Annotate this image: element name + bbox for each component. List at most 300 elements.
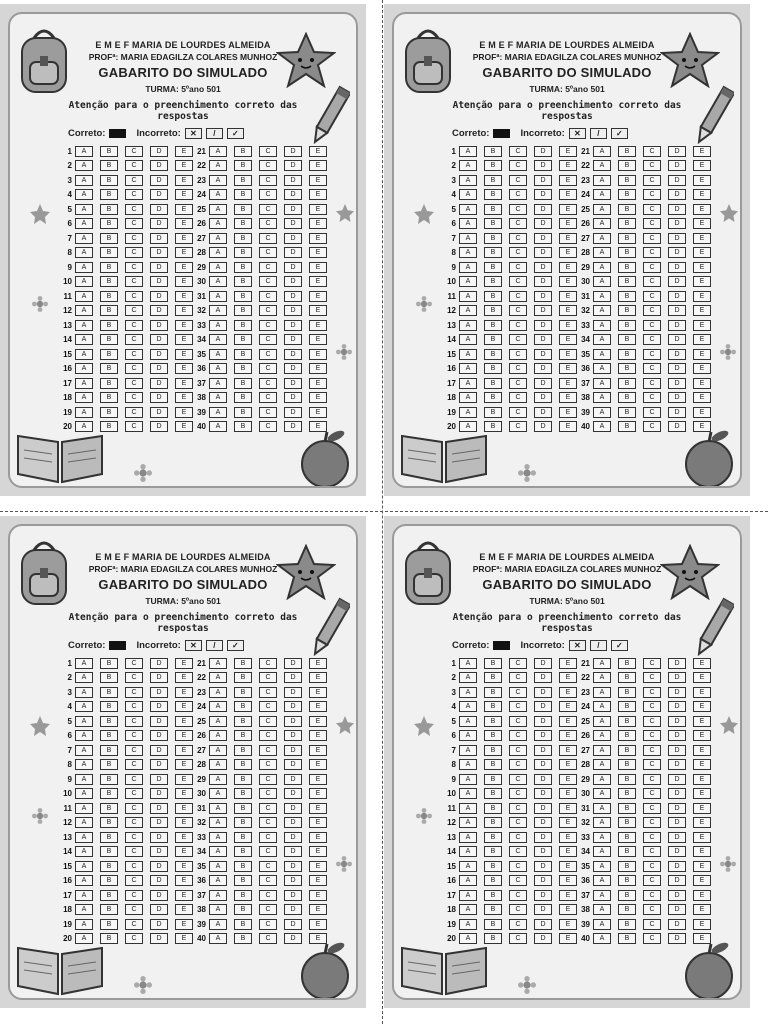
answer-bubble[interactable]: A bbox=[75, 861, 93, 872]
answer-bubble[interactable]: B bbox=[100, 846, 118, 857]
answer-bubble[interactable]: E bbox=[175, 349, 193, 360]
answer-bubble[interactable]: B bbox=[234, 759, 252, 770]
answer-bubble[interactable]: D bbox=[150, 160, 168, 171]
answer-bubble[interactable]: E bbox=[559, 189, 577, 200]
answer-bubble[interactable]: D bbox=[668, 933, 686, 944]
answer-bubble[interactable]: D bbox=[284, 803, 302, 814]
answer-bubble[interactable]: D bbox=[668, 788, 686, 799]
answer-bubble[interactable]: D bbox=[284, 788, 302, 799]
answer-bubble[interactable]: D bbox=[534, 291, 552, 302]
answer-bubble[interactable]: B bbox=[100, 817, 118, 828]
answer-bubble[interactable]: B bbox=[618, 189, 636, 200]
answer-bubble[interactable]: D bbox=[534, 687, 552, 698]
answer-bubble[interactable]: C bbox=[125, 407, 143, 418]
answer-bubble[interactable]: E bbox=[559, 716, 577, 727]
answer-bubble[interactable]: A bbox=[75, 716, 93, 727]
answer-bubble[interactable]: A bbox=[75, 890, 93, 901]
answer-bubble[interactable]: A bbox=[593, 363, 611, 374]
answer-bubble[interactable]: E bbox=[559, 421, 577, 432]
answer-bubble[interactable]: C bbox=[509, 933, 527, 944]
answer-bubble[interactable]: E bbox=[309, 832, 327, 843]
answer-bubble[interactable]: B bbox=[100, 832, 118, 843]
answer-bubble[interactable]: E bbox=[559, 861, 577, 872]
answer-bubble[interactable]: A bbox=[593, 788, 611, 799]
answer-bubble[interactable]: A bbox=[75, 687, 93, 698]
answer-bubble[interactable]: A bbox=[209, 745, 227, 756]
answer-bubble[interactable]: C bbox=[125, 788, 143, 799]
answer-bubble[interactable]: E bbox=[175, 832, 193, 843]
answer-bubble[interactable]: D bbox=[534, 421, 552, 432]
answer-bubble[interactable]: E bbox=[693, 320, 711, 331]
answer-bubble[interactable]: C bbox=[125, 378, 143, 389]
answer-bubble[interactable]: C bbox=[509, 407, 527, 418]
answer-bubble[interactable]: E bbox=[559, 803, 577, 814]
answer-bubble[interactable]: C bbox=[509, 146, 527, 157]
answer-bubble[interactable]: E bbox=[309, 334, 327, 345]
answer-bubble[interactable]: C bbox=[509, 803, 527, 814]
answer-bubble[interactable]: C bbox=[509, 875, 527, 886]
answer-bubble[interactable]: D bbox=[284, 421, 302, 432]
answer-bubble[interactable]: C bbox=[643, 919, 661, 930]
answer-bubble[interactable]: D bbox=[150, 175, 168, 186]
answer-bubble[interactable]: B bbox=[100, 204, 118, 215]
answer-bubble[interactable]: C bbox=[643, 788, 661, 799]
answer-bubble[interactable]: A bbox=[75, 247, 93, 258]
answer-bubble[interactable]: D bbox=[668, 745, 686, 756]
answer-bubble[interactable]: D bbox=[284, 658, 302, 669]
answer-bubble[interactable]: C bbox=[643, 349, 661, 360]
answer-bubble[interactable]: E bbox=[559, 658, 577, 669]
answer-bubble[interactable]: E bbox=[309, 146, 327, 157]
answer-bubble[interactable]: B bbox=[234, 933, 252, 944]
answer-bubble[interactable]: E bbox=[175, 846, 193, 857]
answer-bubble[interactable]: D bbox=[284, 233, 302, 244]
answer-bubble[interactable]: A bbox=[209, 233, 227, 244]
answer-bubble[interactable]: E bbox=[559, 363, 577, 374]
answer-bubble[interactable]: B bbox=[100, 759, 118, 770]
answer-bubble[interactable]: E bbox=[175, 262, 193, 273]
answer-bubble[interactable]: C bbox=[509, 276, 527, 287]
answer-bubble[interactable]: B bbox=[484, 730, 502, 741]
answer-bubble[interactable]: C bbox=[509, 716, 527, 727]
answer-bubble[interactable]: D bbox=[534, 861, 552, 872]
answer-bubble[interactable]: C bbox=[259, 803, 277, 814]
answer-bubble[interactable]: B bbox=[484, 160, 502, 171]
answer-bubble[interactable]: B bbox=[100, 378, 118, 389]
answer-bubble[interactable]: B bbox=[484, 421, 502, 432]
answer-bubble[interactable]: B bbox=[234, 320, 252, 331]
answer-bubble[interactable]: E bbox=[693, 262, 711, 273]
answer-bubble[interactable]: D bbox=[150, 832, 168, 843]
answer-bubble[interactable]: B bbox=[618, 933, 636, 944]
answer-bubble[interactable]: D bbox=[150, 421, 168, 432]
answer-bubble[interactable]: A bbox=[593, 392, 611, 403]
answer-bubble[interactable]: B bbox=[234, 832, 252, 843]
answer-bubble[interactable]: B bbox=[484, 759, 502, 770]
answer-bubble[interactable]: C bbox=[643, 291, 661, 302]
answer-bubble[interactable]: D bbox=[284, 861, 302, 872]
answer-bubble[interactable]: B bbox=[234, 160, 252, 171]
answer-bubble[interactable]: E bbox=[693, 189, 711, 200]
answer-bubble[interactable]: D bbox=[534, 320, 552, 331]
answer-bubble[interactable]: D bbox=[284, 933, 302, 944]
answer-bubble[interactable]: A bbox=[459, 291, 477, 302]
answer-bubble[interactable]: A bbox=[75, 774, 93, 785]
answer-bubble[interactable]: B bbox=[234, 716, 252, 727]
answer-bubble[interactable]: E bbox=[175, 875, 193, 886]
answer-bubble[interactable]: A bbox=[209, 774, 227, 785]
answer-bubble[interactable]: B bbox=[100, 701, 118, 712]
answer-bubble[interactable]: E bbox=[693, 832, 711, 843]
answer-bubble[interactable]: C bbox=[259, 846, 277, 857]
answer-bubble[interactable]: A bbox=[209, 175, 227, 186]
answer-bubble[interactable]: C bbox=[643, 803, 661, 814]
answer-bubble[interactable]: D bbox=[668, 861, 686, 872]
answer-bubble[interactable]: C bbox=[509, 378, 527, 389]
answer-bubble[interactable]: E bbox=[309, 363, 327, 374]
answer-bubble[interactable]: E bbox=[309, 933, 327, 944]
answer-bubble[interactable]: D bbox=[534, 262, 552, 273]
answer-bubble[interactable]: B bbox=[618, 716, 636, 727]
answer-bubble[interactable]: C bbox=[259, 875, 277, 886]
answer-bubble[interactable]: C bbox=[643, 276, 661, 287]
answer-bubble[interactable]: C bbox=[125, 233, 143, 244]
answer-bubble[interactable]: B bbox=[484, 904, 502, 915]
answer-bubble[interactable]: C bbox=[509, 759, 527, 770]
answer-bubble[interactable]: C bbox=[643, 875, 661, 886]
answer-bubble[interactable]: E bbox=[309, 774, 327, 785]
answer-bubble[interactable]: B bbox=[100, 276, 118, 287]
answer-bubble[interactable]: D bbox=[150, 233, 168, 244]
answer-bubble[interactable]: B bbox=[484, 175, 502, 186]
answer-bubble[interactable]: B bbox=[618, 363, 636, 374]
answer-bubble[interactable]: D bbox=[284, 890, 302, 901]
answer-bubble[interactable]: B bbox=[100, 672, 118, 683]
answer-bubble[interactable]: E bbox=[175, 701, 193, 712]
answer-bubble[interactable]: B bbox=[234, 803, 252, 814]
answer-bubble[interactable]: E bbox=[559, 204, 577, 215]
answer-bubble[interactable]: D bbox=[668, 817, 686, 828]
answer-bubble[interactable]: E bbox=[309, 291, 327, 302]
answer-bubble[interactable]: C bbox=[259, 701, 277, 712]
answer-bubble[interactable]: D bbox=[284, 160, 302, 171]
answer-bubble[interactable]: C bbox=[509, 890, 527, 901]
answer-bubble[interactable]: E bbox=[175, 160, 193, 171]
answer-bubble[interactable]: D bbox=[534, 832, 552, 843]
answer-bubble[interactable]: E bbox=[559, 175, 577, 186]
answer-bubble[interactable]: C bbox=[643, 189, 661, 200]
answer-bubble[interactable]: A bbox=[459, 861, 477, 872]
answer-bubble[interactable]: A bbox=[593, 875, 611, 886]
answer-bubble[interactable]: E bbox=[309, 204, 327, 215]
answer-bubble[interactable]: B bbox=[234, 146, 252, 157]
answer-bubble[interactable]: A bbox=[75, 262, 93, 273]
answer-bubble[interactable]: E bbox=[693, 788, 711, 799]
answer-bubble[interactable]: C bbox=[125, 701, 143, 712]
answer-bubble[interactable]: D bbox=[150, 363, 168, 374]
answer-bubble[interactable]: E bbox=[175, 291, 193, 302]
answer-bubble[interactable]: C bbox=[643, 730, 661, 741]
answer-bubble[interactable]: D bbox=[668, 774, 686, 785]
answer-bubble[interactable]: D bbox=[150, 904, 168, 915]
answer-bubble[interactable]: C bbox=[509, 817, 527, 828]
answer-bubble[interactable]: B bbox=[234, 701, 252, 712]
answer-bubble[interactable]: E bbox=[309, 672, 327, 683]
answer-bubble[interactable]: B bbox=[618, 291, 636, 302]
answer-bubble[interactable]: C bbox=[509, 204, 527, 215]
answer-bubble[interactable]: A bbox=[209, 305, 227, 316]
answer-bubble[interactable]: E bbox=[309, 846, 327, 857]
answer-bubble[interactable]: A bbox=[593, 349, 611, 360]
answer-bubble[interactable]: D bbox=[284, 204, 302, 215]
answer-bubble[interactable]: D bbox=[668, 846, 686, 857]
answer-bubble[interactable]: A bbox=[75, 305, 93, 316]
answer-bubble[interactable]: B bbox=[618, 672, 636, 683]
answer-bubble[interactable]: B bbox=[100, 861, 118, 872]
answer-bubble[interactable]: D bbox=[150, 189, 168, 200]
answer-bubble[interactable]: A bbox=[593, 745, 611, 756]
answer-bubble[interactable]: D bbox=[668, 904, 686, 915]
answer-bubble[interactable]: B bbox=[484, 658, 502, 669]
answer-bubble[interactable]: E bbox=[309, 276, 327, 287]
answer-bubble[interactable]: C bbox=[643, 716, 661, 727]
answer-bubble[interactable]: E bbox=[175, 247, 193, 258]
answer-bubble[interactable]: D bbox=[150, 890, 168, 901]
answer-bubble[interactable]: C bbox=[125, 890, 143, 901]
answer-bubble[interactable]: A bbox=[459, 175, 477, 186]
answer-bubble[interactable]: B bbox=[484, 716, 502, 727]
answer-bubble[interactable]: C bbox=[643, 745, 661, 756]
answer-bubble[interactable]: C bbox=[125, 658, 143, 669]
answer-bubble[interactable]: B bbox=[484, 276, 502, 287]
answer-bubble[interactable]: D bbox=[668, 291, 686, 302]
answer-bubble[interactable]: E bbox=[175, 233, 193, 244]
answer-bubble[interactable]: E bbox=[309, 788, 327, 799]
answer-bubble[interactable]: A bbox=[75, 146, 93, 157]
answer-bubble[interactable]: B bbox=[234, 291, 252, 302]
answer-bubble[interactable]: E bbox=[559, 291, 577, 302]
answer-bubble[interactable]: D bbox=[284, 276, 302, 287]
answer-bubble[interactable]: B bbox=[234, 890, 252, 901]
answer-bubble[interactable]: C bbox=[125, 392, 143, 403]
answer-bubble[interactable]: A bbox=[209, 788, 227, 799]
answer-bubble[interactable]: A bbox=[459, 421, 477, 432]
answer-bubble[interactable]: D bbox=[668, 146, 686, 157]
answer-bubble[interactable]: E bbox=[175, 745, 193, 756]
answer-bubble[interactable]: C bbox=[509, 745, 527, 756]
answer-bubble[interactable]: E bbox=[175, 817, 193, 828]
answer-bubble[interactable]: B bbox=[484, 146, 502, 157]
answer-bubble[interactable]: E bbox=[309, 803, 327, 814]
answer-bubble[interactable]: C bbox=[509, 730, 527, 741]
answer-bubble[interactable]: A bbox=[593, 276, 611, 287]
answer-bubble[interactable]: E bbox=[559, 146, 577, 157]
answer-bubble[interactable]: E bbox=[693, 904, 711, 915]
answer-bubble[interactable]: A bbox=[209, 875, 227, 886]
answer-bubble[interactable]: C bbox=[643, 262, 661, 273]
answer-bubble[interactable]: B bbox=[484, 846, 502, 857]
answer-bubble[interactable]: D bbox=[668, 378, 686, 389]
answer-bubble[interactable]: B bbox=[618, 788, 636, 799]
answer-bubble[interactable]: B bbox=[100, 687, 118, 698]
answer-bubble[interactable]: A bbox=[593, 832, 611, 843]
answer-bubble[interactable]: C bbox=[259, 716, 277, 727]
answer-bubble[interactable]: B bbox=[100, 160, 118, 171]
answer-bubble[interactable]: A bbox=[209, 730, 227, 741]
answer-bubble[interactable]: D bbox=[668, 160, 686, 171]
answer-bubble[interactable]: D bbox=[150, 291, 168, 302]
answer-bubble[interactable]: A bbox=[459, 832, 477, 843]
answer-bubble[interactable]: A bbox=[459, 204, 477, 215]
answer-bubble[interactable]: B bbox=[234, 218, 252, 229]
answer-bubble[interactable]: A bbox=[75, 759, 93, 770]
answer-bubble[interactable]: D bbox=[668, 204, 686, 215]
answer-bubble[interactable]: D bbox=[668, 875, 686, 886]
answer-bubble[interactable]: E bbox=[693, 291, 711, 302]
answer-bubble[interactable]: A bbox=[209, 276, 227, 287]
answer-bubble[interactable]: D bbox=[668, 803, 686, 814]
answer-bubble[interactable]: B bbox=[234, 875, 252, 886]
answer-bubble[interactable]: E bbox=[309, 745, 327, 756]
answer-bubble[interactable]: B bbox=[484, 701, 502, 712]
answer-bubble[interactable]: A bbox=[209, 218, 227, 229]
answer-bubble[interactable]: E bbox=[175, 933, 193, 944]
answer-bubble[interactable]: D bbox=[534, 378, 552, 389]
answer-bubble[interactable]: B bbox=[484, 291, 502, 302]
answer-bubble[interactable]: C bbox=[125, 759, 143, 770]
answer-bubble[interactable]: B bbox=[484, 363, 502, 374]
answer-bubble[interactable]: A bbox=[75, 701, 93, 712]
answer-bubble[interactable]: C bbox=[125, 189, 143, 200]
answer-bubble[interactable]: C bbox=[125, 846, 143, 857]
answer-bubble[interactable]: A bbox=[593, 204, 611, 215]
answer-bubble[interactable]: C bbox=[259, 305, 277, 316]
answer-bubble[interactable]: E bbox=[693, 817, 711, 828]
answer-bubble[interactable]: A bbox=[209, 291, 227, 302]
answer-bubble[interactable]: D bbox=[150, 204, 168, 215]
answer-bubble[interactable]: E bbox=[309, 247, 327, 258]
answer-bubble[interactable]: A bbox=[209, 189, 227, 200]
answer-bubble[interactable]: B bbox=[100, 919, 118, 930]
answer-bubble[interactable]: E bbox=[559, 218, 577, 229]
answer-bubble[interactable]: D bbox=[534, 919, 552, 930]
answer-bubble[interactable]: C bbox=[643, 334, 661, 345]
answer-bubble[interactable]: B bbox=[100, 320, 118, 331]
answer-bubble[interactable]: D bbox=[150, 320, 168, 331]
answer-bubble[interactable]: C bbox=[125, 320, 143, 331]
answer-bubble[interactable]: A bbox=[75, 817, 93, 828]
answer-bubble[interactable]: E bbox=[309, 218, 327, 229]
answer-bubble[interactable]: B bbox=[618, 262, 636, 273]
answer-bubble[interactable]: D bbox=[668, 730, 686, 741]
answer-bubble[interactable]: E bbox=[175, 890, 193, 901]
answer-bubble[interactable]: A bbox=[209, 247, 227, 258]
answer-bubble[interactable]: C bbox=[643, 363, 661, 374]
answer-bubble[interactable]: B bbox=[484, 875, 502, 886]
answer-bubble[interactable]: C bbox=[509, 658, 527, 669]
answer-bubble[interactable]: A bbox=[209, 407, 227, 418]
answer-bubble[interactable]: B bbox=[100, 392, 118, 403]
answer-bubble[interactable]: C bbox=[509, 349, 527, 360]
answer-bubble[interactable]: B bbox=[234, 687, 252, 698]
answer-bubble[interactable]: A bbox=[593, 334, 611, 345]
answer-bubble[interactable]: C bbox=[643, 305, 661, 316]
answer-bubble[interactable]: A bbox=[75, 392, 93, 403]
answer-bubble[interactable]: D bbox=[150, 407, 168, 418]
answer-bubble[interactable]: A bbox=[593, 189, 611, 200]
answer-bubble[interactable]: A bbox=[593, 919, 611, 930]
answer-bubble[interactable]: C bbox=[643, 247, 661, 258]
answer-bubble[interactable]: C bbox=[125, 919, 143, 930]
answer-bubble[interactable]: E bbox=[309, 392, 327, 403]
answer-bubble[interactable]: B bbox=[618, 175, 636, 186]
answer-bubble[interactable]: A bbox=[593, 730, 611, 741]
answer-bubble[interactable]: A bbox=[75, 189, 93, 200]
answer-bubble[interactable]: E bbox=[693, 233, 711, 244]
answer-bubble[interactable]: E bbox=[175, 803, 193, 814]
answer-bubble[interactable]: A bbox=[593, 247, 611, 258]
answer-bubble[interactable]: B bbox=[618, 349, 636, 360]
answer-bubble[interactable]: E bbox=[693, 759, 711, 770]
answer-bubble[interactable]: C bbox=[259, 672, 277, 683]
answer-bubble[interactable]: B bbox=[484, 392, 502, 403]
answer-bubble[interactable]: A bbox=[209, 658, 227, 669]
answer-bubble[interactable]: E bbox=[559, 745, 577, 756]
answer-bubble[interactable]: B bbox=[618, 919, 636, 930]
answer-bubble[interactable]: C bbox=[509, 774, 527, 785]
answer-bubble[interactable]: A bbox=[459, 320, 477, 331]
answer-bubble[interactable]: C bbox=[125, 204, 143, 215]
answer-bubble[interactable]: E bbox=[175, 730, 193, 741]
answer-bubble[interactable]: D bbox=[534, 276, 552, 287]
answer-bubble[interactable]: D bbox=[150, 378, 168, 389]
answer-bubble[interactable]: A bbox=[209, 803, 227, 814]
answer-bubble[interactable]: C bbox=[643, 759, 661, 770]
answer-bubble[interactable]: B bbox=[234, 421, 252, 432]
answer-bubble[interactable]: D bbox=[668, 349, 686, 360]
answer-bubble[interactable]: A bbox=[75, 407, 93, 418]
answer-bubble[interactable]: A bbox=[209, 363, 227, 374]
answer-bubble[interactable]: E bbox=[559, 701, 577, 712]
answer-bubble[interactable]: D bbox=[284, 262, 302, 273]
answer-bubble[interactable]: A bbox=[459, 788, 477, 799]
answer-bubble[interactable]: C bbox=[125, 349, 143, 360]
answer-bubble[interactable]: A bbox=[209, 817, 227, 828]
answer-bubble[interactable]: A bbox=[209, 701, 227, 712]
answer-bubble[interactable]: A bbox=[75, 875, 93, 886]
answer-bubble[interactable]: C bbox=[259, 392, 277, 403]
answer-bubble[interactable]: A bbox=[75, 658, 93, 669]
answer-bubble[interactable]: D bbox=[668, 407, 686, 418]
answer-bubble[interactable]: D bbox=[534, 759, 552, 770]
answer-bubble[interactable]: B bbox=[234, 861, 252, 872]
answer-bubble[interactable]: A bbox=[75, 320, 93, 331]
answer-bubble[interactable]: B bbox=[100, 904, 118, 915]
answer-bubble[interactable]: A bbox=[75, 904, 93, 915]
answer-bubble[interactable]: D bbox=[668, 716, 686, 727]
answer-bubble[interactable]: E bbox=[693, 730, 711, 741]
answer-bubble[interactable]: C bbox=[643, 392, 661, 403]
answer-bubble[interactable]: A bbox=[593, 890, 611, 901]
answer-bubble[interactable]: C bbox=[259, 919, 277, 930]
answer-bubble[interactable]: D bbox=[284, 175, 302, 186]
answer-bubble[interactable]: D bbox=[284, 730, 302, 741]
answer-bubble[interactable]: A bbox=[459, 218, 477, 229]
answer-bubble[interactable]: D bbox=[284, 875, 302, 886]
answer-bubble[interactable]: D bbox=[284, 817, 302, 828]
answer-bubble[interactable]: E bbox=[309, 407, 327, 418]
answer-bubble[interactable]: C bbox=[509, 363, 527, 374]
